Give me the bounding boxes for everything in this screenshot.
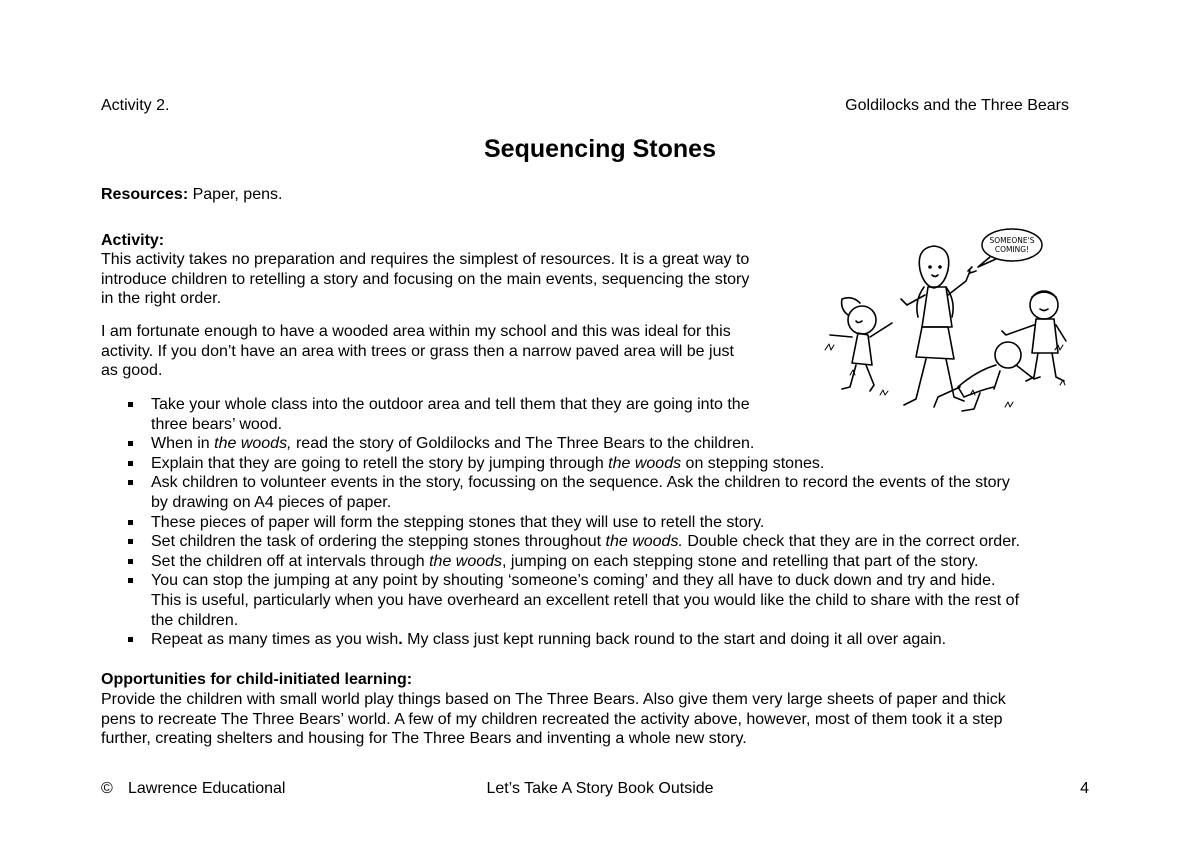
speech-bubble-line1: SOMEONE'S (989, 236, 1035, 245)
list-item-text: read the story of Goldilocks and The Three Bears to the children. (291, 435, 755, 453)
activity-para2-line: I am fortunate enough to have a wooded area within my school and this was ideal for this (101, 323, 731, 340)
list-item-text: When in (151, 435, 215, 453)
list-item-line: three bears’ wood. (151, 415, 283, 433)
list-item (101, 454, 1101, 474)
list-item-text: These pieces of paper will form the stepping stones that they will use to retell the story. (151, 513, 765, 531)
activity-intro-line: in the right order. (101, 290, 222, 308)
list-item (101, 630, 1101, 650)
list-item-text: Repeat as many times as you wish (151, 631, 399, 649)
list-item-italic: the woods (429, 552, 503, 570)
opportunities-heading: Opportunities for child-initiated learning: (101, 671, 413, 688)
activity-para2-line: activity. If you don’t have an area with trees or grass then a narrow paved area will be just (101, 342, 734, 360)
list-item (101, 513, 1101, 533)
steps-list (101, 395, 1101, 650)
activity-heading: Activity: (101, 232, 165, 249)
resources-label: Resources: (101, 186, 189, 203)
activity-intro-line: This activity takes no preparation and requires the simplest of resources. It is a great way to (101, 251, 750, 268)
speech-bubble-line2: COMING! (994, 245, 1030, 254)
footer-publisher: Lawrence Educational (128, 780, 286, 797)
resources-line (101, 185, 282, 205)
list-item-text: on stepping stones. (681, 454, 825, 472)
girl-left-figure (830, 298, 892, 391)
children-playing-illustration (820, 225, 1080, 425)
activity-para2-line: as good. (101, 362, 163, 380)
activity-label: Activity 2. (101, 97, 170, 114)
list-item-text: Set the children off at intervals through (151, 552, 430, 570)
opportunities-body (101, 690, 1006, 749)
list-item-text: My class just kept running back round to the start and doing it all over again. (402, 631, 947, 649)
opportunities-line: further, creating shelters and housing for The Three Bears and inventing a whole new story. (101, 730, 747, 748)
list-item (101, 473, 1101, 512)
list-item-text: , jumping on each stepping stone and retelling that part of the story. (502, 552, 979, 570)
list-item-italic: the woods, (214, 435, 292, 453)
list-item-line: This is useful, particularly when you have overheard an excellent retell that you would like the child to share with the rest of (151, 591, 1020, 609)
list-item-line: by drawing on A4 pieces of paper. (151, 493, 392, 511)
footer-book-title: Let’s Take A Story Book Outside (486, 780, 714, 797)
list-item-text: Double check that they are in the correct order. (682, 533, 1020, 551)
list-item-bold: . (398, 631, 403, 649)
list-item (101, 571, 1101, 630)
list-item-text: Explain that they are going to retell the story by jumping through (151, 454, 609, 472)
list-item (101, 434, 1101, 454)
list-item-line: Ask children to volunteer events in the story, focussing on the sequence. Ask the children to record the events of the story (151, 474, 1010, 492)
list-item-italic: the woods. (605, 533, 683, 551)
activity-intro-line: introduce children to retelling a story and focusing on the main events, sequencing the story (101, 270, 750, 288)
page-number: 4 (1080, 780, 1089, 797)
resources-text: Paper, pens. (188, 186, 283, 203)
list-item-line: Take your whole class into the outdoor area and tell them that they are going into the (151, 396, 750, 413)
list-item-line: the children. (151, 611, 239, 629)
list-item-line: You can stop the jumping at any point by shouting ‘someone’s coming’ and they all have to duck down and try and hide. (151, 572, 996, 590)
opportunities-line: Provide the children with small world play things based on The Three Bears. Also give them very large sheets of paper and thick (101, 691, 1006, 708)
story-title: Goldilocks and the Three Bears (845, 97, 1069, 114)
activity-paragraph-2 (101, 322, 734, 381)
list-item (101, 552, 1101, 572)
page-title: Sequencing Stones (484, 135, 716, 163)
list-item (101, 532, 1101, 552)
activity-intro (101, 250, 749, 309)
opportunities-line: pens to recreate The Three Bears’ world. A few of my children recreated the activity above, however, most of them took it a step (101, 710, 1003, 728)
copyright-icon: © (101, 780, 113, 797)
list-item-text: Set children the task of ordering the stepping stones throughout (151, 533, 606, 551)
speech-bubble (978, 229, 1042, 267)
list-item-italic: the woods (608, 454, 682, 472)
